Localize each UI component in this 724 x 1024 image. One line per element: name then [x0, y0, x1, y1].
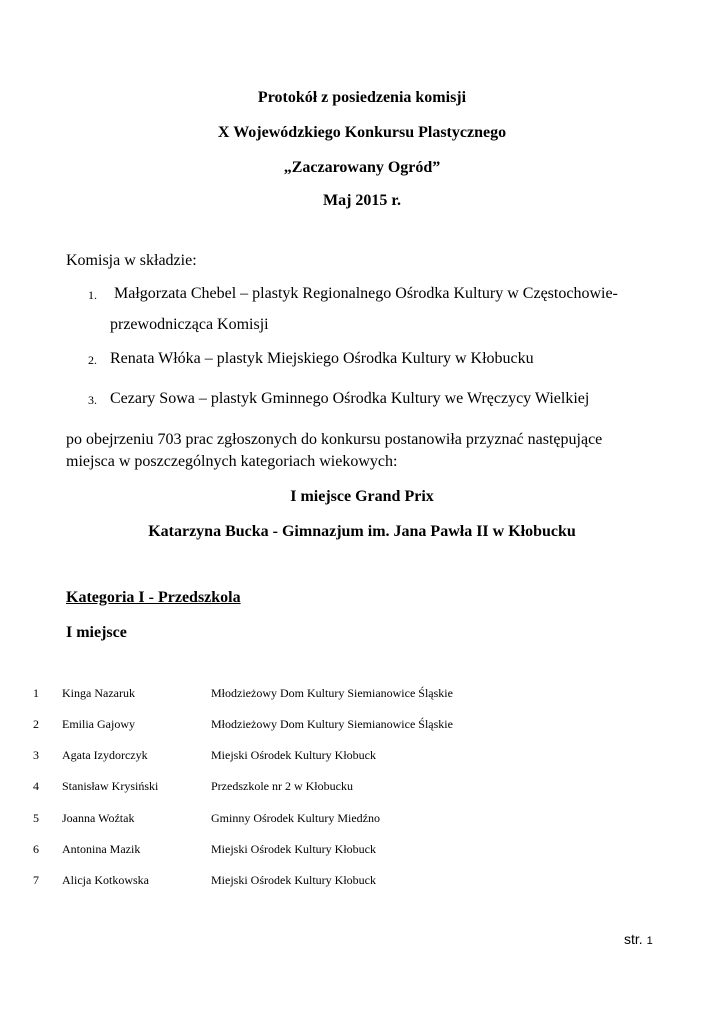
participant-institution: Przedszkole nr 2 w Kłobucku	[211, 779, 353, 793]
row-number: 7	[33, 873, 39, 887]
participant-name: Emilia Gajowy	[62, 717, 135, 731]
committee-member-continuation: przewodnicząca Komisji	[110, 316, 269, 333]
page-number: 1	[646, 935, 653, 947]
committee-intro: Komisja w składzie:	[66, 252, 197, 269]
grand-prix-winner: Katarzyna Bucka - Gimnazjum im. Jana Pawła II w Kłobucku	[148, 523, 576, 540]
row-number: 1	[33, 686, 39, 700]
competition-name: X Wojewódzkiego Konkursu Plastycznego	[217, 124, 507, 141]
table-row	[0, 779, 724, 799]
page-footer	[624, 931, 653, 947]
participant-institution: Miejski Ośrodek Kultury Kłobuck	[211, 842, 376, 856]
row-number: 6	[33, 842, 39, 856]
document-date: Maj 2015 r.	[322, 192, 402, 209]
decision-text: po obejrzeniu 703 prac zgłoszonych do konkursu postanowiła przyznać następujące	[66, 431, 603, 448]
committee-member: Małgorzata Chebel – plastyk Regionalnego Ośrodka Kultury w Częstochowie-	[114, 285, 618, 302]
table-row	[0, 873, 724, 893]
participant-name: Stanisław Krysiński	[62, 779, 159, 793]
grand-prix-title: I miejsce Grand Prix	[290, 488, 434, 505]
table-row	[0, 811, 724, 831]
participant-name: Agata Izydorczyk	[62, 748, 148, 762]
participant-institution: Miejski Ośrodek Kultury Kłobuck	[211, 873, 376, 887]
committee-member: Cezary Sowa – plastyk Gminnego Ośrodka Kultury we Wręczycy Wielkiej	[110, 390, 590, 407]
participant-institution: Młodzieżowy Dom Kultury Siemianowice Śląskie	[211, 717, 453, 731]
table-row	[0, 842, 724, 862]
table-row	[0, 717, 724, 737]
participant-name: Kinga Nazaruk	[62, 686, 135, 700]
committee-member-number: 1.	[88, 288, 97, 302]
table-row	[0, 748, 724, 768]
table-row	[0, 686, 724, 706]
document-title: Protokół z posiedzenia komisji	[257, 89, 467, 106]
row-number: 2	[33, 717, 39, 731]
committee-member-number: 2.	[88, 353, 97, 367]
row-number: 3	[33, 748, 39, 762]
competition-theme: „Zaczarowany Ogród”	[283, 159, 441, 176]
category-title: Kategoria I - Przedszkola	[66, 589, 241, 606]
decision-text: miejsca w poszczególnych kategoriach wiekowych:	[66, 453, 398, 470]
committee-member-number: 3.	[88, 393, 97, 407]
participant-name: Alicja Kotkowska	[62, 873, 149, 887]
participant-institution: Młodzieżowy Dom Kultury Siemianowice Śląskie	[211, 686, 453, 700]
participant-name: Antonina Mazik	[62, 842, 141, 856]
participant-institution: Gminny Ośrodek Kultury Miedźno	[211, 811, 380, 825]
page-label: str.	[624, 931, 643, 947]
participant-name: Joanna Woźtak	[62, 811, 135, 825]
committee-member: Renata Włóka – plastyk Miejskiego Ośrodka Kultury w Kłobucku	[110, 350, 534, 367]
participant-institution: Miejski Ośrodek Kultury Kłobuck	[211, 748, 376, 762]
row-number: 4	[33, 779, 39, 793]
row-number: 5	[33, 811, 39, 825]
place-title: I miejsce	[66, 624, 127, 641]
